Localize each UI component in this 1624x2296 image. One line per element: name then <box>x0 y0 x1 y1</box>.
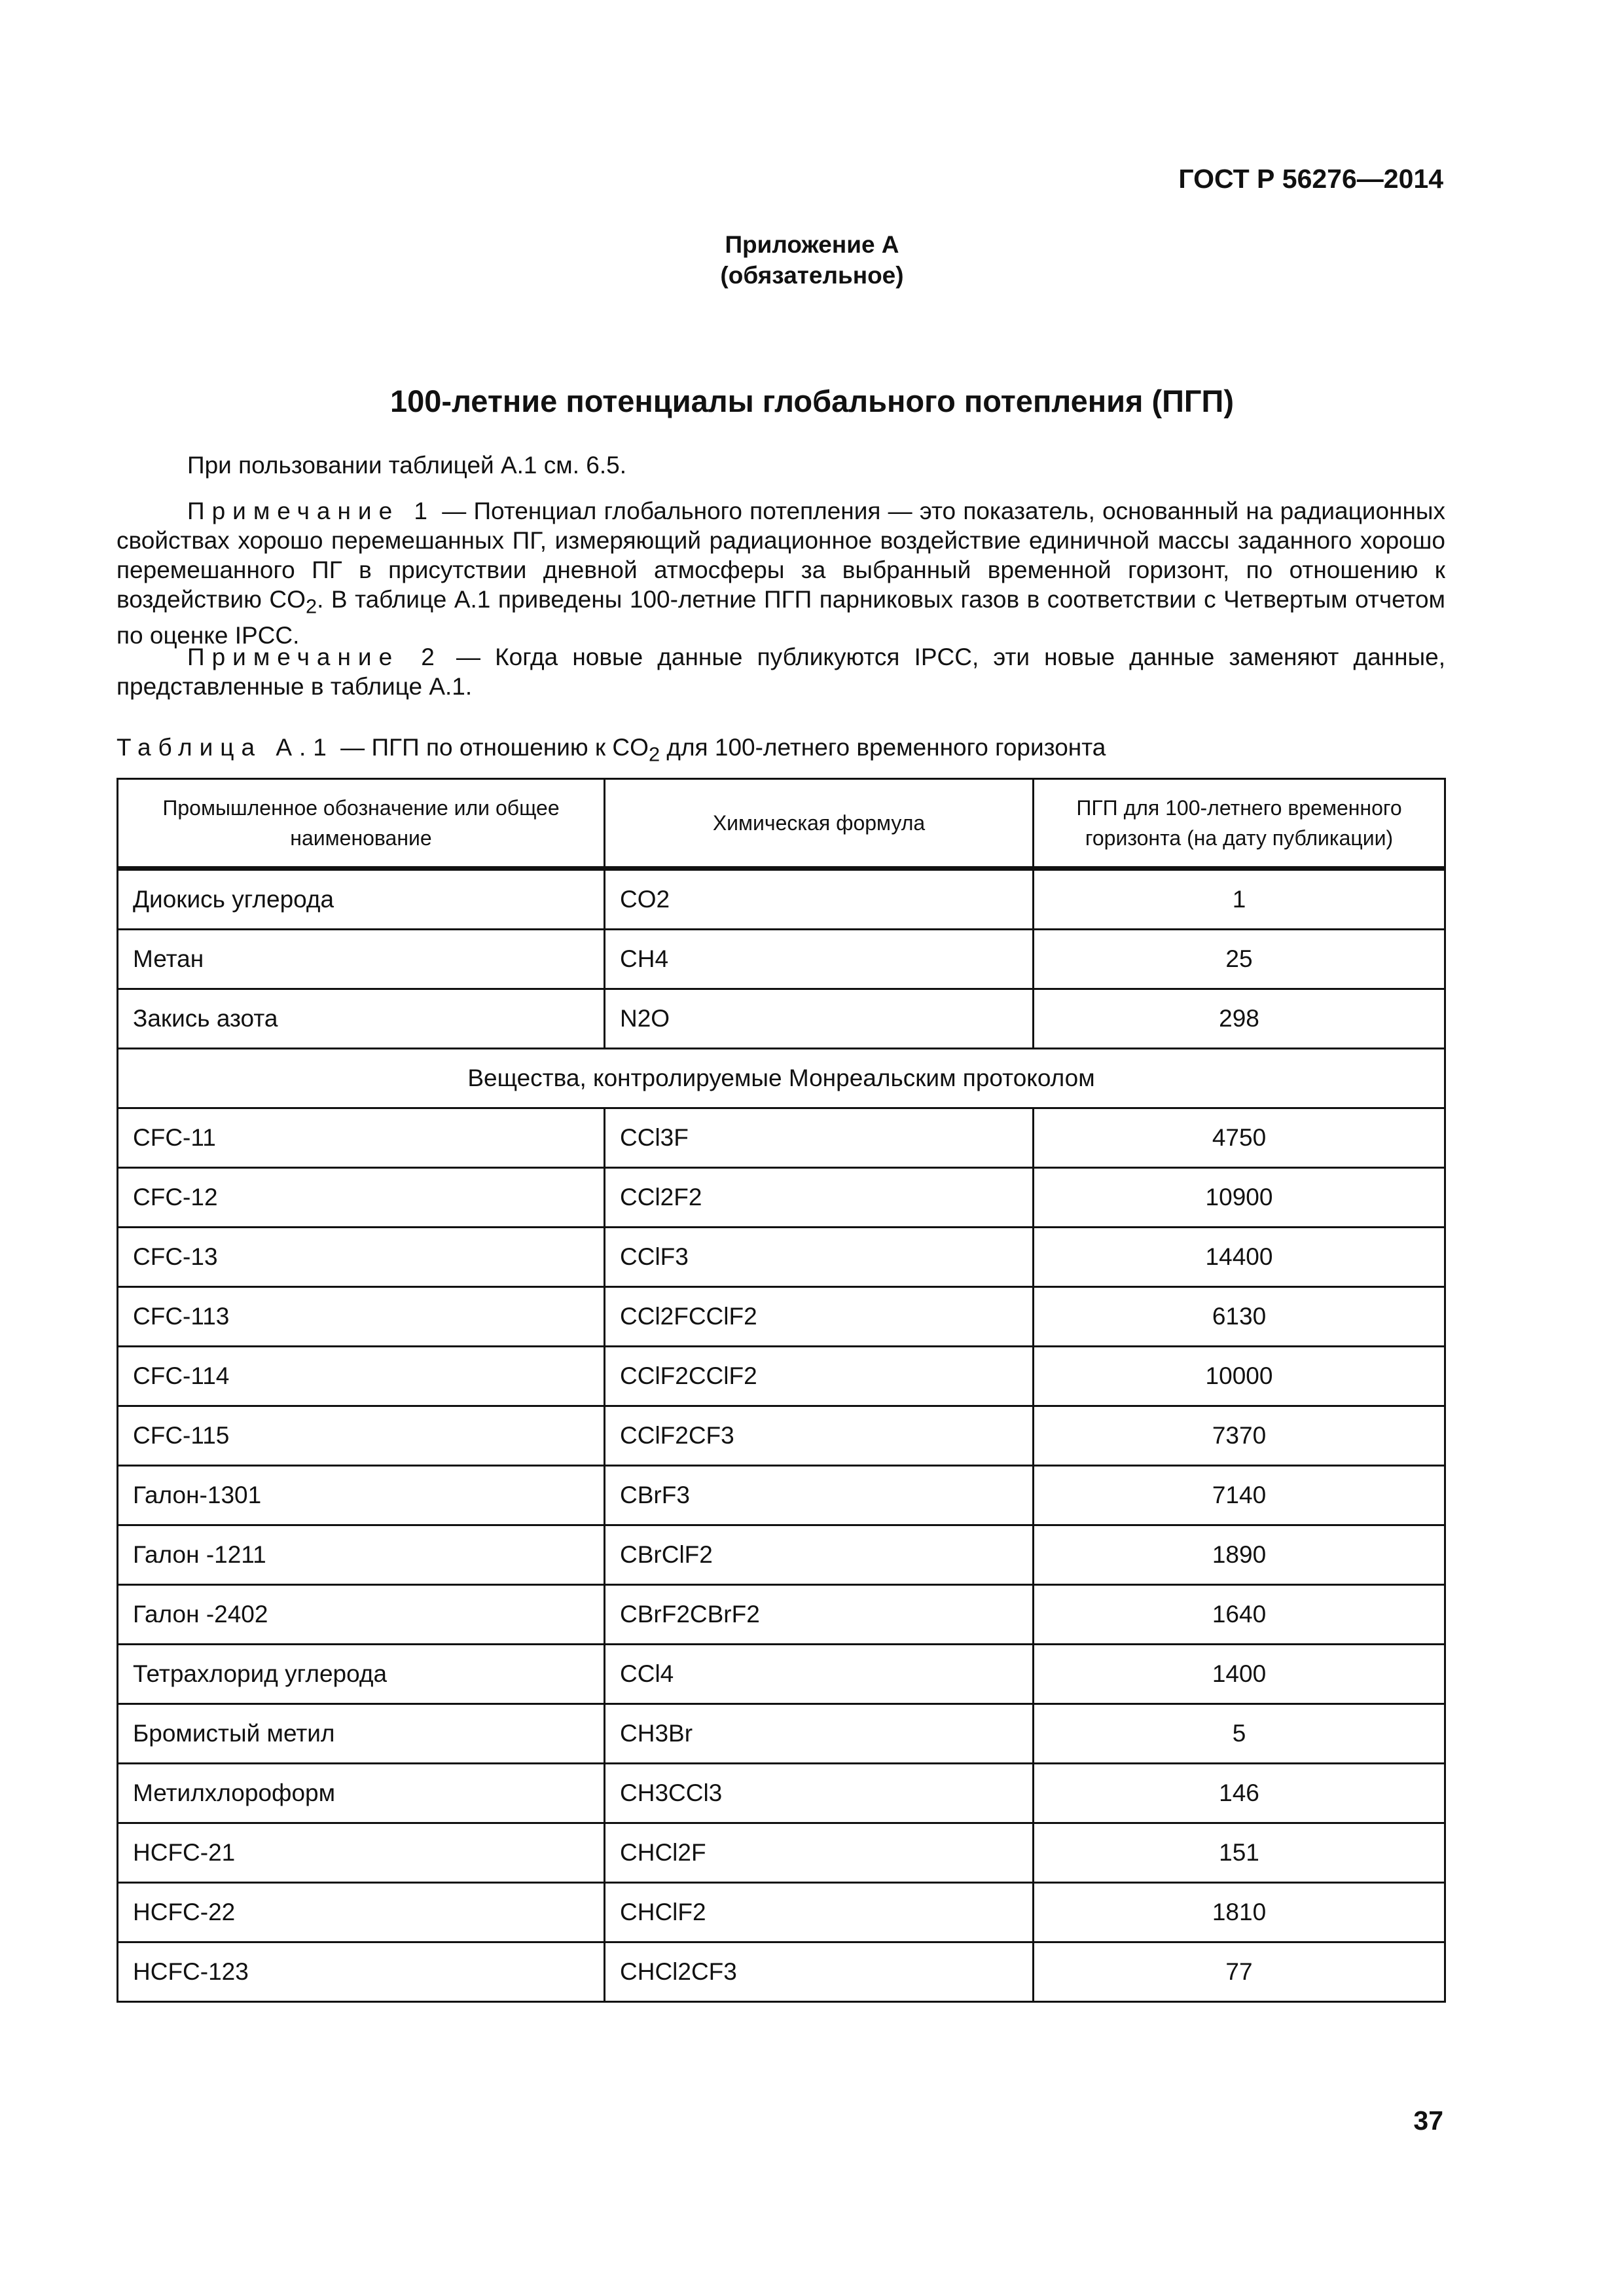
table-header-row <box>118 779 1445 869</box>
cell-gwp: 25 <box>1034 930 1445 989</box>
table-row <box>118 1942 1445 2002</box>
table-row <box>118 1347 1445 1406</box>
cell-name: HCFC-22 <box>118 1883 605 1942</box>
cell-gwp: 14400 <box>1034 1228 1445 1287</box>
table-row <box>118 1883 1445 1942</box>
document-code: ГОСТ Р 56276—2014 <box>1178 164 1443 194</box>
note-1-label: Примечание 1 <box>187 498 435 524</box>
appendix-heading <box>0 229 1624 291</box>
table-row <box>118 1168 1445 1228</box>
appendix-title: Приложение А <box>725 231 899 258</box>
cell-gwp: 1810 <box>1034 1883 1445 1942</box>
cell-name: CFC-114 <box>118 1347 605 1406</box>
cell-gwp: 7370 <box>1034 1406 1445 1466</box>
cell-gwp: 146 <box>1034 1764 1445 1823</box>
cell-name: CFC-12 <box>118 1168 605 1228</box>
cell-name: Метилхлороформ <box>118 1764 605 1823</box>
cell-formula: N2O <box>605 989 1034 1049</box>
gwp-table <box>117 778 1446 2003</box>
intro-paragraph: При пользовании таблицей А.1 см. 6.5. <box>187 452 627 479</box>
table-row <box>118 1645 1445 1704</box>
cell-gwp: 10900 <box>1034 1168 1445 1228</box>
cell-formula: CCl3F <box>605 1108 1034 1168</box>
cell-gwp: 5 <box>1034 1704 1445 1764</box>
header-gwp: ПГП для 100-летнего временного горизонта (на дату публикации) <box>1034 779 1445 869</box>
table-row <box>118 930 1445 989</box>
cell-gwp: 151 <box>1034 1823 1445 1883</box>
cell-formula: CH4 <box>605 930 1034 989</box>
appendix-status: (обязательное) <box>720 262 904 289</box>
table-section-row <box>118 1049 1445 1108</box>
cell-name: CFC-115 <box>118 1406 605 1466</box>
cell-formula: CO2 <box>605 869 1034 930</box>
cell-gwp: 10000 <box>1034 1347 1445 1406</box>
cell-formula: CCl4 <box>605 1645 1034 1704</box>
cell-gwp: 6130 <box>1034 1287 1445 1347</box>
cell-gwp: 298 <box>1034 989 1445 1049</box>
note-1-text-b: . В таблице А.1 приведены 100-летние ПГП парниковых газов в соответствии с Четвертым отчетом по оценке IPCC. <box>117 586 1445 649</box>
cell-formula: CBrF2CBrF2 <box>605 1585 1034 1645</box>
note-1-subscript: 2 <box>305 594 317 618</box>
cell-formula: CBrClF2 <box>605 1525 1034 1585</box>
header-name: Промышленное обозначение или общее наименование <box>118 779 605 869</box>
cell-formula: CBrF3 <box>605 1466 1034 1525</box>
table-caption-text-b: для 100-летнего временного горизонта <box>660 734 1106 761</box>
table-caption-text-a: — ПГП по отношению к CO <box>333 734 649 761</box>
note-1-text-a: — Потенциал глобального потепления — это показатель, основанный на радиационных свойствах хорошо перемешанных ПГ, измеряющий радиационное воздействие единичной массы заданного хорошо перемешанного ПГ в присутствии дневной атмосферы за выбранный временной горизонт, по отношению к воздействию CO <box>117 498 1445 613</box>
cell-name: HCFC-123 <box>118 1942 605 2002</box>
cell-formula: CH3Br <box>605 1704 1034 1764</box>
table-row <box>118 1287 1445 1347</box>
cell-formula: CCl2F2 <box>605 1168 1034 1228</box>
cell-gwp: 1400 <box>1034 1645 1445 1704</box>
cell-name: Галон-1301 <box>118 1466 605 1525</box>
cell-name: Закись азота <box>118 989 605 1049</box>
table-row <box>118 1228 1445 1287</box>
cell-name: CFC-11 <box>118 1108 605 1168</box>
cell-name: CFC-113 <box>118 1287 605 1347</box>
table-row <box>118 1764 1445 1823</box>
page-number: 37 <box>1413 2105 1443 2136</box>
note-1 <box>117 496 1445 650</box>
cell-name: HCFC-21 <box>118 1823 605 1883</box>
table-row <box>118 989 1445 1049</box>
table-row <box>118 1525 1445 1585</box>
note-2-label: Примечание 2 <box>187 644 442 670</box>
cell-formula: CCl2FCClF2 <box>605 1287 1034 1347</box>
cell-gwp: 1640 <box>1034 1585 1445 1645</box>
table-row <box>118 1704 1445 1764</box>
cell-formula: CH3CCl3 <box>605 1764 1034 1823</box>
table-caption <box>117 734 1106 766</box>
header-formula: Химическая формула <box>605 779 1034 869</box>
cell-gwp: 77 <box>1034 1942 1445 2002</box>
cell-formula: CHClF2 <box>605 1883 1034 1942</box>
cell-name: Галон -1211 <box>118 1525 605 1585</box>
note-2 <box>117 642 1445 701</box>
table-row <box>118 1108 1445 1168</box>
cell-name: CFC-13 <box>118 1228 605 1287</box>
cell-formula: CHCl2F <box>605 1823 1034 1883</box>
note-2-text: — Когда новые данные публикуются IPCC, эти новые данные заменяют данные, представленные в таблице А.1. <box>117 644 1445 700</box>
table-caption-subscript: 2 <box>648 742 660 766</box>
table-row <box>118 869 1445 930</box>
cell-formula: CClF3 <box>605 1228 1034 1287</box>
table-row <box>118 1466 1445 1525</box>
cell-gwp: 4750 <box>1034 1108 1445 1168</box>
cell-gwp: 7140 <box>1034 1466 1445 1525</box>
page-title: 100-летние потенциалы глобального потепления (ПГП) <box>390 384 1234 418</box>
table-row <box>118 1823 1445 1883</box>
table-caption-label: Таблица А.1 <box>117 734 334 761</box>
cell-gwp: 1890 <box>1034 1525 1445 1585</box>
table-row <box>118 1585 1445 1645</box>
cell-name: Бромистый метил <box>118 1704 605 1764</box>
section-label: Вещества, контролируемые Монреальским протоколом <box>118 1049 1445 1108</box>
cell-name: Метан <box>118 930 605 989</box>
cell-name: Тетрахлорид углерода <box>118 1645 605 1704</box>
table-row <box>118 1406 1445 1466</box>
cell-gwp: 1 <box>1034 869 1445 930</box>
cell-formula: CClF2CClF2 <box>605 1347 1034 1406</box>
cell-name: Галон -2402 <box>118 1585 605 1645</box>
cell-formula: CClF2CF3 <box>605 1406 1034 1466</box>
cell-formula: CHCl2CF3 <box>605 1942 1034 2002</box>
cell-name: Диокись углерода <box>118 869 605 930</box>
